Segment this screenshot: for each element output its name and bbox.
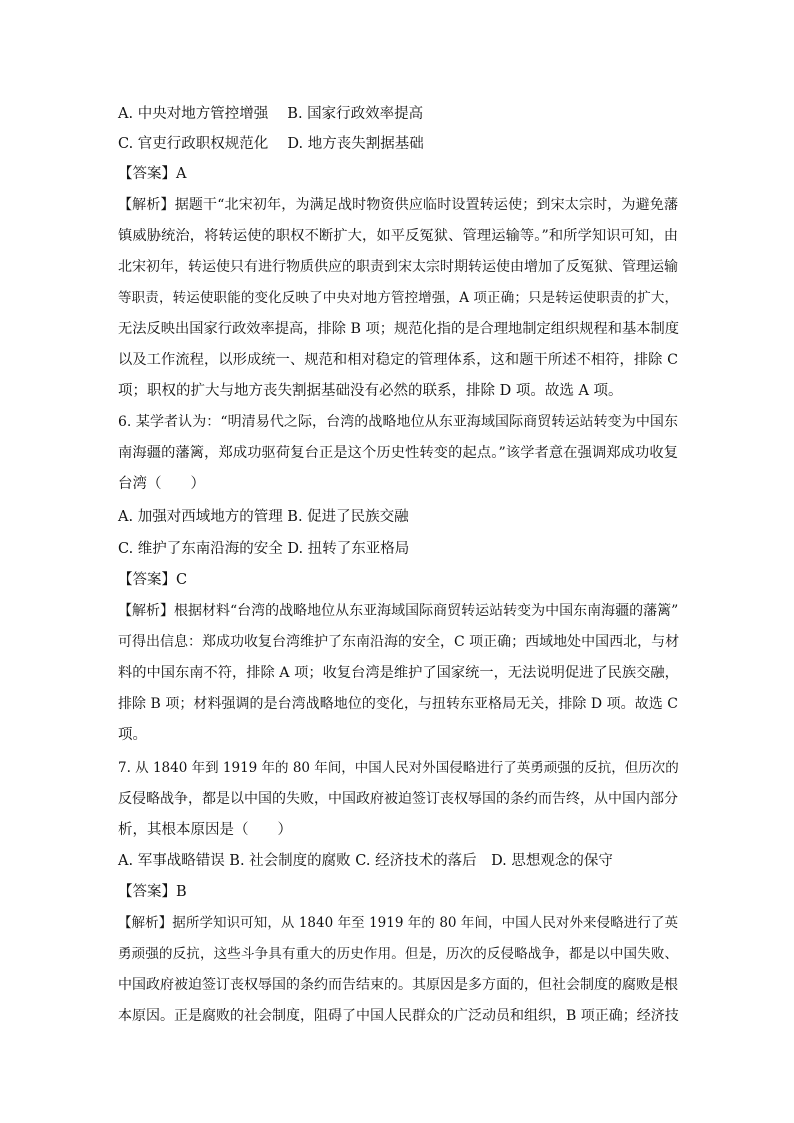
- q5-analysis-line: 项；职权的扩大与地方丧失割据基础没有必然的联系，排除 D 项。故选 A 项。: [118, 383, 623, 399]
- q6-options-ab: A. 加强对西域地方的管理 B. 促进了民族交融: [118, 509, 409, 525]
- q7-answer: 【答案】B: [118, 884, 187, 900]
- q6-analysis-line: 可得出信息：郑成功收复台湾维护了东南沿海的安全，C 项正确；西域地处中国西北，与材: [118, 634, 680, 650]
- q5-answer: 【答案】A: [118, 166, 187, 182]
- q6-stem-line: 台湾（ ）: [118, 476, 205, 492]
- q6-analysis-line: 排除 B 项；材料强调的是台湾战略地位的变化，与扭转东亚格局无关，排除 D 项。故选 C: [118, 696, 678, 712]
- q7-stem-line: 析，其根本原因是（ ）: [118, 822, 292, 838]
- q5-analysis-line: 【解析】据题干“北宋初年，为满足战时物资供应临时设置转运使；到宋太宗时，为避免藩: [118, 197, 678, 213]
- q7-stem-line: 7. 从 1840 年到 1919 年的 80 年间，中国人民对外国侵略进行了英勇顽强的反抗，但历次的: [118, 760, 679, 776]
- q7-options: A. 军事战略错误 B. 社会制度的腐败 C. 经济技术的落后 D. 思想观念的保守: [118, 853, 613, 869]
- q7-analysis-line: 本原因。正是腐败的社会制度，阻碍了中国人民群众的广泛动员和组织，B 项正确；经济技: [118, 1008, 679, 1024]
- q7-stem-line: 反侵略战争，都是以中国的失败，中国政府被迫签订丧权辱国的条约而告终，从中国内部分: [118, 791, 678, 807]
- q6-stem-line: 6. 某学者认为：“明清易代之际，台湾的战略地位从东亚海域国际商贸转运站转变为中国东: [118, 414, 678, 430]
- q6-analysis-line: 项。: [118, 727, 147, 743]
- q5-options-ab: A. 中央对地方管控增强 B. 国家行政效率提高: [118, 106, 424, 122]
- q6-analysis-line: 料的中国东南不符，排除 A 项；收复台湾是维护了国家统一，无法说明促进了民族交融，: [118, 665, 679, 681]
- q6-stem-line: 南海疆的藩篱，郑成功驱荷复台正是这个历史性转变的起点。”该学者意在强调郑成功收复: [118, 445, 678, 461]
- q6-analysis-line: 【解析】根据材料“台湾的战略地位从东亚海域国际商贸转运站转变为中国东南海疆的藩篱”: [118, 603, 679, 619]
- q5-analysis-line: 北宋初年，转运使只有进行物质供应的职责到宋太宗时期转运使由增加了反冤狱、管理运输: [118, 259, 678, 275]
- q6-answer: 【答案】C: [118, 572, 188, 588]
- q5-analysis-line: 无法反映出国家行政效率提高，排除 B 项；规范化指的是合理地制定组织规程和基本制度: [118, 321, 680, 337]
- q7-analysis-line: 勇顽强的反抗，这些斗争具有重大的历史作用。但是，历次的反侵略战争，都是以中国失败、: [118, 946, 678, 962]
- q7-analysis-line: 【解析】据所学知识可知，从 1840 年至 1919 年的 80 年间，中国人民对外来侵略进行了英: [118, 915, 678, 931]
- q5-analysis-line: 以及工作流程，以形成统一、规范和相对稳定的管理体系，这和题干所述不相符，排除 C: [118, 352, 678, 368]
- q5-analysis-line: 镇威胁统治，将转运使的职权不断扩大，如平反冤狱、管理运输等。”和所学知识可知，由: [118, 228, 678, 244]
- q7-analysis-line: 中国政府被迫签订丧权辱国的条约而告结束的。其原因是多方面的，但社会制度的腐败是根: [118, 977, 678, 993]
- q6-options-cd: C. 维护了东南沿海的安全 D. 扭转了东亚格局: [118, 541, 410, 557]
- q5-options-cd: C. 官吏行政职权规范化 D. 地方丧失割据基础: [118, 136, 424, 152]
- q5-analysis-line: 等职责，转运使职能的变化反映了中央对地方管控增强，A 项正确；只是转运使职责的扩大，: [118, 290, 678, 306]
